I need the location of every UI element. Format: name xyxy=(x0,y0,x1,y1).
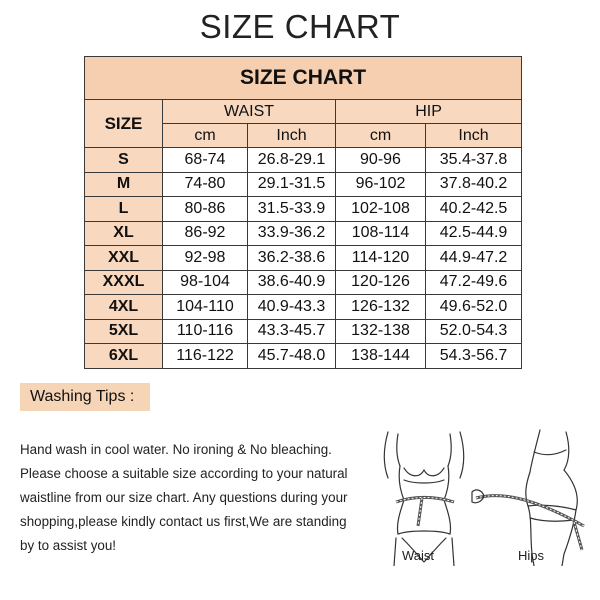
measurement-cell: 33.9-36.2 xyxy=(248,221,336,246)
size-cell: 6XL xyxy=(85,344,163,369)
size-cell: L xyxy=(85,197,163,222)
hips-measure-illustration xyxy=(470,426,590,566)
measurement-cell: 102-108 xyxy=(336,197,426,222)
measurement-cell: 132-138 xyxy=(336,319,426,344)
measurement-cell: 80-86 xyxy=(163,197,248,222)
unit-header: Inch xyxy=(426,124,522,148)
size-cell: 4XL xyxy=(85,295,163,320)
measurement-cell: 42.5-44.9 xyxy=(426,221,522,246)
unit-header: Inch xyxy=(248,124,336,148)
table-row xyxy=(85,246,522,271)
measurement-cell: 45.7-48.0 xyxy=(248,344,336,369)
measurement-cell: 54.3-56.7 xyxy=(426,344,522,369)
hips-figure-label: Hips xyxy=(518,548,545,563)
page-title: SIZE CHART xyxy=(199,8,401,45)
table-row xyxy=(85,221,522,246)
measurement-cell: 49.6-52.0 xyxy=(426,295,522,320)
size-cell: 5XL xyxy=(85,319,163,344)
measurement-cell: 36.2-38.6 xyxy=(248,246,336,271)
size-cell: XXXL xyxy=(85,270,163,295)
table-row xyxy=(85,172,522,197)
measurement-cell: 47.2-49.6 xyxy=(426,270,522,295)
table-row xyxy=(85,344,522,369)
table-row xyxy=(85,270,522,295)
measurement-cell: 96-102 xyxy=(336,172,426,197)
waist-figure-label: Waist xyxy=(402,548,435,563)
measurement-cell: 126-132 xyxy=(336,295,426,320)
measurement-cell: 38.6-40.9 xyxy=(248,270,336,295)
unit-header: cm xyxy=(336,124,426,148)
measurement-cell: 35.4-37.8 xyxy=(426,148,522,173)
waist-measure-illustration xyxy=(374,426,474,566)
measurement-cell: 138-144 xyxy=(336,344,426,369)
measurement-cell: 40.9-43.3 xyxy=(248,295,336,320)
measurement-cell: 43.3-45.7 xyxy=(248,319,336,344)
tips-line: Please choose a suitable size according to your natural xyxy=(20,466,348,481)
measurement-cell: 116-122 xyxy=(163,344,248,369)
tips-line: by to assist you! xyxy=(20,538,117,553)
measurement-cell: 108-114 xyxy=(336,221,426,246)
unit-header: cm xyxy=(163,124,248,148)
measurement-cell: 98-104 xyxy=(163,270,248,295)
size-cell: XL xyxy=(85,221,163,246)
hip-group-header: HIP xyxy=(336,100,522,124)
table-row xyxy=(85,319,522,344)
measurement-cell: 26.8-29.1 xyxy=(248,148,336,173)
measurement-cell: 52.0-54.3 xyxy=(426,319,522,344)
washing-tips-text xyxy=(20,438,370,558)
measurement-cell: 40.2-42.5 xyxy=(426,197,522,222)
measurement-cell: 86-92 xyxy=(163,221,248,246)
measurement-cell: 29.1-31.5 xyxy=(248,172,336,197)
size-cell: M xyxy=(85,172,163,197)
measurement-cell: 44.9-47.2 xyxy=(426,246,522,271)
size-column-header: SIZE xyxy=(85,100,163,148)
table-banner: SIZE CHART xyxy=(85,57,522,100)
size-cell: S xyxy=(85,148,163,173)
size-cell: XXL xyxy=(85,246,163,271)
measurement-cell: 110-116 xyxy=(163,319,248,344)
size-chart-table xyxy=(84,56,522,369)
measurement-cell: 90-96 xyxy=(336,148,426,173)
measurement-cell: 92-98 xyxy=(163,246,248,271)
table-row xyxy=(85,148,522,173)
measurement-cell: 74-80 xyxy=(163,172,248,197)
tips-line: waistline from our size chart. Any questions during your xyxy=(20,490,348,505)
washing-tips-label: Washing Tips : xyxy=(20,383,150,411)
measurement-cell: 120-126 xyxy=(336,270,426,295)
table-row xyxy=(85,197,522,222)
waist-group-header: WAIST xyxy=(163,100,336,124)
table-row xyxy=(85,295,522,320)
measurement-cell: 104-110 xyxy=(163,295,248,320)
measurement-cell: 37.8-40.2 xyxy=(426,172,522,197)
measurement-cell: 114-120 xyxy=(336,246,426,271)
measurement-cell: 31.5-33.9 xyxy=(248,197,336,222)
tips-line: shopping,please kindly contact us first,We are standing xyxy=(20,514,347,529)
measurement-cell: 68-74 xyxy=(163,148,248,173)
tips-line: Hand wash in cool water. No ironing & No bleaching. xyxy=(20,442,332,457)
